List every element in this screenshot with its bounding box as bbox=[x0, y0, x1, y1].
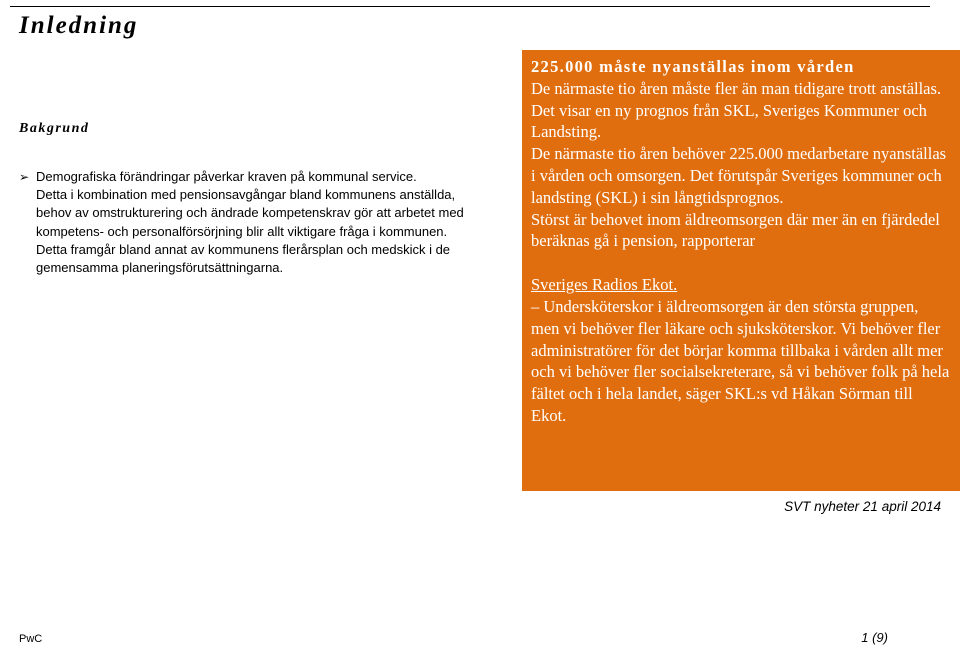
news-quote: – Undersköterskor i äldreomsorgen är den största gruppen, men vi behöver fler läkare och sjuksköterskor. Vi behöver fler administratörer för det börjar komma tillbaka i vården allt mer och vi behöver fler socialsekreterare, så vi behöver folk på hela fältet och i hela landet, säger SKL:s vd Håkan Sörman till Ekot. bbox=[531, 296, 950, 425]
source-link[interactable]: Sveriges Radios Ekot. bbox=[531, 275, 678, 295]
arrowhead-bullet-icon: ➢ bbox=[19, 170, 30, 184]
news-paragraph-3: Störst är behovet inom äldreomsorgen där mer än en fjärdedel beräknas gå i pension, rapporterar bbox=[531, 209, 940, 251]
page-number: 1 (9) bbox=[861, 630, 888, 645]
source-caption: SVT nyheter 21 april 2014 bbox=[784, 499, 941, 514]
background-text bbox=[19, 168, 489, 277]
spacer bbox=[531, 252, 950, 274]
page-title: Inledning bbox=[19, 12, 139, 39]
news-paragraph-1: De närmaste tio åren måste fler än man tidigare trott anställas. Det visar en ny prognos från SKL, Sveriges Kommuner och Landsting. bbox=[531, 78, 942, 142]
news-box bbox=[522, 50, 960, 491]
bullet-text: Demografiska förändringar påverkar kraven på kommunal service. bbox=[36, 169, 417, 184]
background-paragraph-1: Detta i kombination med pensionsavgångar bland kommunens anställda, behov av omstrukturering och ändrade kompetenskrav gör att arbetet med kompetens- och personalförsörjning blir allt viktigare fråga i kommunen. bbox=[36, 187, 464, 239]
background-paragraph-2: Detta framgår bland annat av kommunens flerårsplan och medskick i de gemensamma planeringsförutsättningarna. bbox=[36, 241, 451, 276]
section-heading: Bakgrund bbox=[19, 121, 90, 136]
news-paragraph-2: De närmaste tio åren behöver 225.000 medarbetare nyanställas i vården och omsorgen. Det förutspår Sveriges kommuner och landsting (SKL) i sin långtidsprognos. bbox=[531, 144, 947, 207]
header-rule bbox=[10, 6, 930, 7]
news-headline: 225.000 måste nyanställas inom vården bbox=[531, 57, 855, 76]
footer-brand: PwC bbox=[19, 633, 43, 645]
bullet-item bbox=[19, 168, 489, 186]
